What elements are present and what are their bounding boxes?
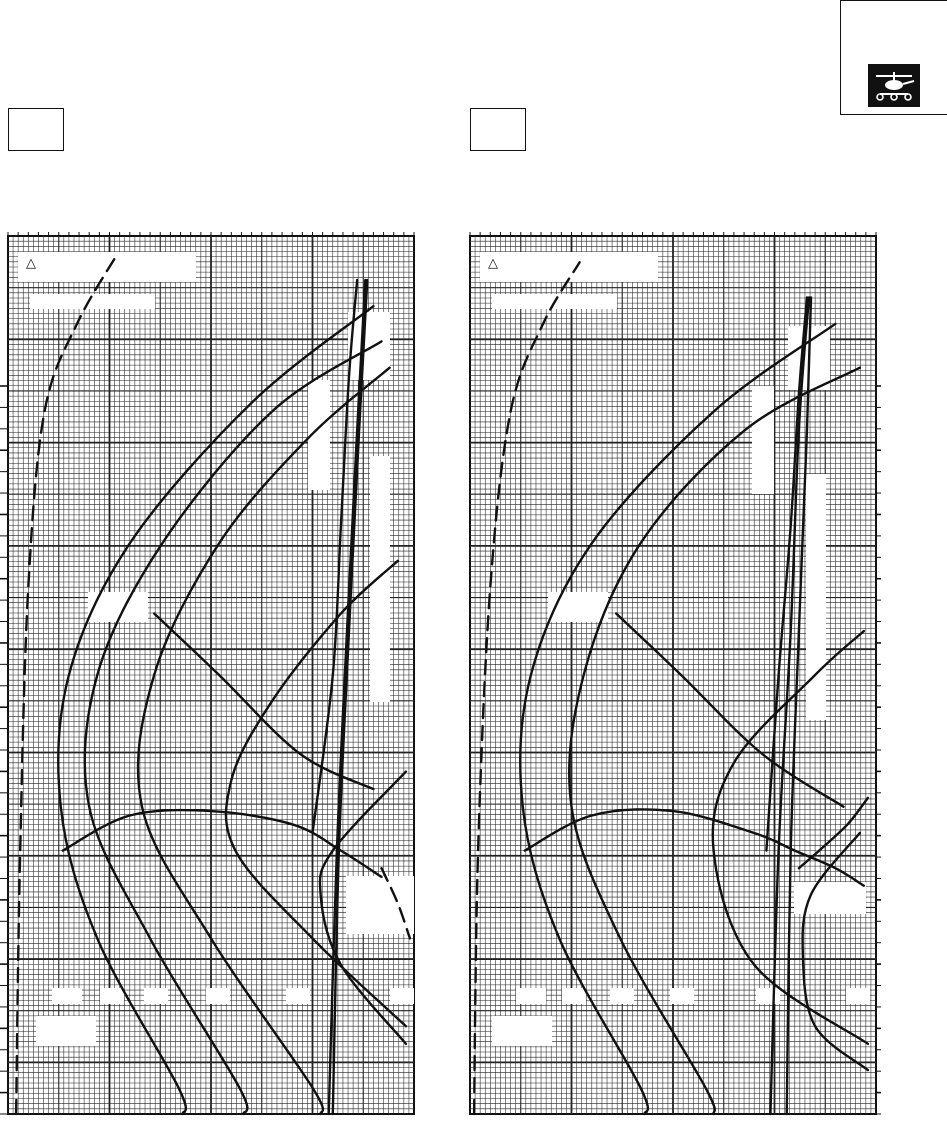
label-panel-right-12 (756, 988, 780, 1004)
label-panel-right-3 (492, 1016, 552, 1046)
label-panel-right-2 (548, 592, 608, 622)
legend-symbol-left: △ (26, 256, 36, 271)
legend-symbol-right: △ (488, 256, 498, 271)
label-panel-right-6 (806, 474, 826, 720)
label-panel-right-5 (752, 386, 774, 494)
label-panel-right-10 (610, 988, 634, 1004)
label-panel-right-8 (516, 988, 546, 1004)
label-panel-right-11 (670, 988, 694, 1004)
label-panel-right-13 (846, 988, 870, 1004)
label-panel-right-9 (562, 988, 586, 1004)
